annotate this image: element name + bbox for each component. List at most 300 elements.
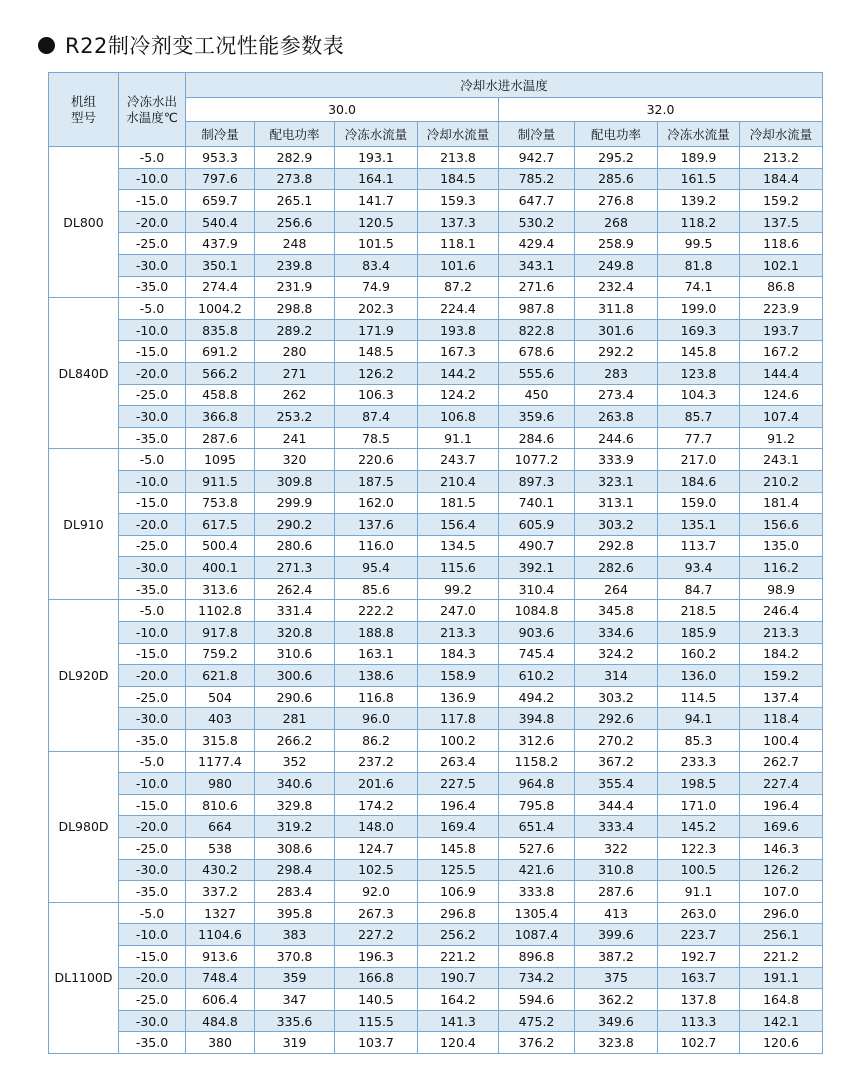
value-cell: 289.2 [255, 319, 335, 341]
value-cell: 193.1 [335, 147, 418, 169]
value-cell: 953.3 [186, 147, 255, 169]
performance-table [48, 72, 823, 1054]
value-cell: 651.4 [499, 816, 575, 838]
value-cell: 100.5 [658, 859, 740, 881]
value-cell: 292.6 [575, 708, 658, 730]
value-cell: 980 [186, 773, 255, 795]
value-cell: 734.2 [499, 967, 575, 989]
value-cell: 264 [575, 578, 658, 600]
outlet-temp-cell: -25.0 [119, 989, 186, 1011]
value-cell: 120.5 [335, 211, 418, 233]
header-outlet-temp-label: 冷冻水出 水温度℃ [126, 93, 178, 125]
value-cell: 268 [575, 211, 658, 233]
outlet-temp-cell: -30.0 [119, 254, 186, 276]
value-cell: 118.2 [658, 211, 740, 233]
value-cell: 312.6 [499, 730, 575, 752]
value-cell: 156.6 [740, 514, 823, 536]
outlet-temp-cell: -35.0 [119, 427, 186, 449]
value-cell: 243.7 [418, 449, 499, 471]
outlet-temp-cell: -5.0 [119, 902, 186, 924]
value-cell: 169.4 [418, 816, 499, 838]
value-cell: 124.7 [335, 838, 418, 860]
table-row [49, 211, 823, 233]
value-cell: 917.8 [186, 622, 255, 644]
value-cell: 1087.4 [499, 924, 575, 946]
value-cell: 753.8 [186, 492, 255, 514]
value-cell: 201.6 [335, 773, 418, 795]
value-cell: 122.3 [658, 838, 740, 860]
value-cell: 1084.8 [499, 600, 575, 622]
outlet-temp-cell: -30.0 [119, 1010, 186, 1032]
table-row [49, 319, 823, 341]
value-cell: 213.3 [418, 622, 499, 644]
value-cell: 171.0 [658, 794, 740, 816]
value-cell: 271.6 [499, 276, 575, 298]
value-cell: 166.8 [335, 967, 418, 989]
outlet-temp-cell: -30.0 [119, 708, 186, 730]
value-cell: 748.4 [186, 967, 255, 989]
value-cell: 555.6 [499, 362, 575, 384]
value-cell: 822.8 [499, 319, 575, 341]
value-cell: 187.5 [335, 470, 418, 492]
value-cell: 190.7 [418, 967, 499, 989]
value-cell: 647.7 [499, 190, 575, 212]
value-cell: 287.6 [186, 427, 255, 449]
value-cell: 126.2 [335, 362, 418, 384]
value-cell: 91.1 [658, 881, 740, 903]
value-cell: 333.4 [575, 816, 658, 838]
value-cell: 263.4 [418, 751, 499, 773]
model-name-cell: DL910 [49, 449, 119, 600]
value-cell: 314 [575, 665, 658, 687]
header-sub-col: 配电功率 [255, 122, 335, 147]
value-cell: 184.3 [418, 643, 499, 665]
value-cell: 83.4 [335, 254, 418, 276]
value-cell: 134.5 [418, 535, 499, 557]
value-cell: 102.7 [658, 1032, 740, 1054]
value-cell: 262 [255, 384, 335, 406]
value-cell: 1104.6 [186, 924, 255, 946]
value-cell: 292.2 [575, 341, 658, 363]
value-cell: 319.2 [255, 816, 335, 838]
value-cell: 145.8 [418, 838, 499, 860]
value-cell: 1102.8 [186, 600, 255, 622]
value-cell: 271.3 [255, 557, 335, 579]
value-cell: 296.8 [418, 902, 499, 924]
value-cell: 126.2 [740, 859, 823, 881]
value-cell: 241 [255, 427, 335, 449]
value-cell: 116.8 [335, 686, 418, 708]
outlet-temp-cell: -35.0 [119, 730, 186, 752]
outlet-temp-cell: -25.0 [119, 838, 186, 860]
value-cell: 334.6 [575, 622, 658, 644]
value-cell: 287.6 [575, 881, 658, 903]
value-cell: 210.4 [418, 470, 499, 492]
value-cell: 323.8 [575, 1032, 658, 1054]
table-row [49, 838, 823, 860]
value-cell: 659.7 [186, 190, 255, 212]
value-cell: 256.2 [418, 924, 499, 946]
value-cell: 500.4 [186, 535, 255, 557]
outlet-temp-cell: -20.0 [119, 816, 186, 838]
value-cell: 118.6 [740, 233, 823, 255]
value-cell: 333.8 [499, 881, 575, 903]
value-cell: 120.6 [740, 1032, 823, 1054]
value-cell: 366.8 [186, 406, 255, 428]
value-cell: 167.3 [418, 341, 499, 363]
value-cell: 484.8 [186, 1010, 255, 1032]
value-cell: 86.2 [335, 730, 418, 752]
value-cell: 137.5 [740, 211, 823, 233]
value-cell: 310.4 [499, 578, 575, 600]
header-sub-col: 冷冻水流量 [335, 122, 418, 147]
outlet-temp-cell: -20.0 [119, 967, 186, 989]
value-cell: 210.2 [740, 470, 823, 492]
value-cell: 146.3 [740, 838, 823, 860]
value-cell: 118.1 [418, 233, 499, 255]
value-cell: 193.7 [740, 319, 823, 341]
value-cell: 262.4 [255, 578, 335, 600]
value-cell: 102.5 [335, 859, 418, 881]
value-cell: 196.3 [335, 945, 418, 967]
value-cell: 308.6 [255, 838, 335, 860]
value-cell: 184.4 [740, 168, 823, 190]
value-cell: 87.2 [418, 276, 499, 298]
value-cell: 797.6 [186, 168, 255, 190]
table-row [49, 168, 823, 190]
value-cell: 913.6 [186, 945, 255, 967]
value-cell: 91.1 [418, 427, 499, 449]
value-cell: 184.5 [418, 168, 499, 190]
table-row [49, 924, 823, 946]
table-row [49, 557, 823, 579]
value-cell: 605.9 [499, 514, 575, 536]
value-cell: 387.2 [575, 945, 658, 967]
value-cell: 158.9 [418, 665, 499, 687]
value-cell: 163.1 [335, 643, 418, 665]
value-cell: 95.4 [335, 557, 418, 579]
value-cell: 795.8 [499, 794, 575, 816]
value-cell: 136.0 [658, 665, 740, 687]
value-cell: 221.2 [418, 945, 499, 967]
value-cell: 161.5 [658, 168, 740, 190]
table-row [49, 298, 823, 320]
value-cell: 81.8 [658, 254, 740, 276]
value-cell: 274.4 [186, 276, 255, 298]
outlet-temp-cell: -35.0 [119, 578, 186, 600]
title-row [38, 28, 344, 62]
table-row [49, 406, 823, 428]
value-cell: 213.2 [740, 147, 823, 169]
value-cell: 896.8 [499, 945, 575, 967]
value-cell: 399.6 [575, 924, 658, 946]
outlet-temp-cell: -10.0 [119, 924, 186, 946]
value-cell: 437.9 [186, 233, 255, 255]
value-cell: 145.8 [658, 341, 740, 363]
header-sub-col: 冷冻水流量 [658, 122, 740, 147]
value-cell: 248 [255, 233, 335, 255]
value-cell: 759.2 [186, 643, 255, 665]
value-cell: 237.2 [335, 751, 418, 773]
value-cell: 124.2 [418, 384, 499, 406]
value-cell: 295.2 [575, 147, 658, 169]
bullet-icon [38, 37, 55, 54]
value-cell: 527.6 [499, 838, 575, 860]
value-cell: 239.8 [255, 254, 335, 276]
value-cell: 189.9 [658, 147, 740, 169]
value-cell: 429.4 [499, 233, 575, 255]
table-row [49, 535, 823, 557]
outlet-temp-cell: -35.0 [119, 276, 186, 298]
value-cell: 610.2 [499, 665, 575, 687]
outlet-temp-cell: -10.0 [119, 168, 186, 190]
value-cell: 98.9 [740, 578, 823, 600]
value-cell: 77.7 [658, 427, 740, 449]
outlet-temp-cell: -15.0 [119, 492, 186, 514]
table-row [49, 751, 823, 773]
value-cell: 273.4 [575, 384, 658, 406]
value-cell: 74.1 [658, 276, 740, 298]
value-cell: 227.5 [418, 773, 499, 795]
value-cell: 100.2 [418, 730, 499, 752]
value-cell: 835.8 [186, 319, 255, 341]
table-row [49, 945, 823, 967]
value-cell: 227.2 [335, 924, 418, 946]
value-cell: 144.4 [740, 362, 823, 384]
value-cell: 106.3 [335, 384, 418, 406]
value-cell: 99.2 [418, 578, 499, 600]
value-cell: 199.0 [658, 298, 740, 320]
value-cell: 897.3 [499, 470, 575, 492]
value-cell: 283.4 [255, 881, 335, 903]
value-cell: 664 [186, 816, 255, 838]
value-cell: 258.9 [575, 233, 658, 255]
outlet-temp-cell: -5.0 [119, 147, 186, 169]
value-cell: 403 [186, 708, 255, 730]
value-cell: 392.1 [499, 557, 575, 579]
value-cell: 263.0 [658, 902, 740, 924]
table-row [49, 967, 823, 989]
value-cell: 159.2 [740, 665, 823, 687]
value-cell: 280.6 [255, 535, 335, 557]
value-cell: 137.8 [658, 989, 740, 1011]
value-cell: 375 [575, 967, 658, 989]
value-cell: 942.7 [499, 147, 575, 169]
value-cell: 1177.4 [186, 751, 255, 773]
value-cell: 100.4 [740, 730, 823, 752]
value-cell: 213.3 [740, 622, 823, 644]
value-cell: 159.0 [658, 492, 740, 514]
value-cell: 191.1 [740, 967, 823, 989]
table-row [49, 708, 823, 730]
value-cell: 376.2 [499, 1032, 575, 1054]
value-cell: 324.2 [575, 643, 658, 665]
value-cell: 221.2 [740, 945, 823, 967]
value-cell: 184.2 [740, 643, 823, 665]
value-cell: 400.1 [186, 557, 255, 579]
outlet-temp-cell: -35.0 [119, 1032, 186, 1054]
value-cell: 136.9 [418, 686, 499, 708]
value-cell: 320 [255, 449, 335, 471]
value-cell: 102.1 [740, 254, 823, 276]
outlet-temp-cell: -5.0 [119, 751, 186, 773]
header-sub-col: 制冷量 [499, 122, 575, 147]
value-cell: 490.7 [499, 535, 575, 557]
value-cell: 335.6 [255, 1010, 335, 1032]
value-cell: 99.5 [658, 233, 740, 255]
header-sub-col: 冷却水流量 [418, 122, 499, 147]
value-cell: 320.8 [255, 622, 335, 644]
value-cell: 1095 [186, 449, 255, 471]
outlet-temp-cell: -15.0 [119, 794, 186, 816]
value-cell: 93.4 [658, 557, 740, 579]
value-cell: 169.3 [658, 319, 740, 341]
header-model-label: 机组 型号 [70, 93, 96, 125]
table-row [49, 989, 823, 1011]
value-cell: 273.8 [255, 168, 335, 190]
value-cell: 174.2 [335, 794, 418, 816]
value-cell: 394.8 [499, 708, 575, 730]
value-cell: 223.7 [658, 924, 740, 946]
value-cell: 678.6 [499, 341, 575, 363]
value-cell: 217.0 [658, 449, 740, 471]
value-cell: 331.4 [255, 600, 335, 622]
value-cell: 475.2 [499, 1010, 575, 1032]
outlet-temp-cell: -10.0 [119, 470, 186, 492]
table-row [49, 665, 823, 687]
table-row [49, 902, 823, 924]
value-cell: 1077.2 [499, 449, 575, 471]
value-cell: 340.6 [255, 773, 335, 795]
value-cell: 137.4 [740, 686, 823, 708]
value-cell: 185.9 [658, 622, 740, 644]
outlet-temp-cell: -15.0 [119, 190, 186, 212]
table-row [49, 643, 823, 665]
value-cell: 594.6 [499, 989, 575, 1011]
value-cell: 193.8 [418, 319, 499, 341]
value-cell: 276.8 [575, 190, 658, 212]
value-cell: 103.7 [335, 1032, 418, 1054]
value-cell: 315.8 [186, 730, 255, 752]
value-cell: 227.4 [740, 773, 823, 795]
value-cell: 301.6 [575, 319, 658, 341]
table-header [49, 73, 823, 147]
value-cell: 163.7 [658, 967, 740, 989]
value-cell: 164.1 [335, 168, 418, 190]
value-cell: 124.6 [740, 384, 823, 406]
value-cell: 349.6 [575, 1010, 658, 1032]
value-cell: 249.8 [575, 254, 658, 276]
value-cell: 265.1 [255, 190, 335, 212]
value-cell: 606.4 [186, 989, 255, 1011]
value-cell: 84.7 [658, 578, 740, 600]
value-cell: 494.2 [499, 686, 575, 708]
value-cell: 290.6 [255, 686, 335, 708]
value-cell: 256.1 [740, 924, 823, 946]
value-cell: 115.5 [335, 1010, 418, 1032]
value-cell: 86.8 [740, 276, 823, 298]
value-cell: 148.5 [335, 341, 418, 363]
value-cell: 280 [255, 341, 335, 363]
outlet-temp-cell: -10.0 [119, 622, 186, 644]
value-cell: 156.4 [418, 514, 499, 536]
value-cell: 213.8 [418, 147, 499, 169]
value-cell: 113.3 [658, 1010, 740, 1032]
value-cell: 78.5 [335, 427, 418, 449]
table-row [49, 341, 823, 363]
value-cell: 116.2 [740, 557, 823, 579]
header-sub-col: 冷却水流量 [740, 122, 823, 147]
value-cell: 231.9 [255, 276, 335, 298]
value-cell: 92.0 [335, 881, 418, 903]
header-model [49, 73, 119, 147]
value-cell: 745.4 [499, 643, 575, 665]
value-cell: 270.2 [575, 730, 658, 752]
value-cell: 162.0 [335, 492, 418, 514]
value-cell: 247.0 [418, 600, 499, 622]
value-cell: 120.4 [418, 1032, 499, 1054]
table-row [49, 514, 823, 536]
outlet-temp-cell: -15.0 [119, 945, 186, 967]
table-body [49, 147, 823, 1054]
value-cell: 106.8 [418, 406, 499, 428]
value-cell: 911.5 [186, 470, 255, 492]
value-cell: 313.1 [575, 492, 658, 514]
outlet-temp-cell: -25.0 [119, 233, 186, 255]
page-title: R22制冷剂变工况性能参数表 [65, 34, 345, 58]
value-cell: 115.6 [418, 557, 499, 579]
value-cell: 319 [255, 1032, 335, 1054]
table-row [49, 1032, 823, 1054]
value-cell: 350.1 [186, 254, 255, 276]
outlet-temp-cell: -20.0 [119, 211, 186, 233]
value-cell: 256.6 [255, 211, 335, 233]
value-cell: 117.8 [418, 708, 499, 730]
value-cell: 138.6 [335, 665, 418, 687]
model-name-cell: DL980D [49, 751, 119, 902]
value-cell: 224.4 [418, 298, 499, 320]
value-cell: 617.5 [186, 514, 255, 536]
header-temp-30: 30.0 [186, 98, 499, 122]
value-cell: 87.4 [335, 406, 418, 428]
value-cell: 530.2 [499, 211, 575, 233]
value-cell: 367.2 [575, 751, 658, 773]
value-cell: 106.9 [418, 881, 499, 903]
table-row [49, 276, 823, 298]
value-cell: 137.6 [335, 514, 418, 536]
value-cell: 538 [186, 838, 255, 860]
table-row [49, 794, 823, 816]
table-row [49, 881, 823, 903]
value-cell: 298.8 [255, 298, 335, 320]
outlet-temp-cell: -30.0 [119, 859, 186, 881]
value-cell: 85.3 [658, 730, 740, 752]
value-cell: 137.3 [418, 211, 499, 233]
value-cell: 621.8 [186, 665, 255, 687]
value-cell: 395.8 [255, 902, 335, 924]
value-cell: 810.6 [186, 794, 255, 816]
value-cell: 964.8 [499, 773, 575, 795]
value-cell: 300.6 [255, 665, 335, 687]
header-sub-col: 配电功率 [575, 122, 658, 147]
outlet-temp-cell: -30.0 [119, 406, 186, 428]
table-row [49, 600, 823, 622]
table-row [49, 470, 823, 492]
table-row [49, 427, 823, 449]
value-cell: 101.5 [335, 233, 418, 255]
table-row [49, 449, 823, 471]
outlet-temp-cell: -5.0 [119, 449, 186, 471]
